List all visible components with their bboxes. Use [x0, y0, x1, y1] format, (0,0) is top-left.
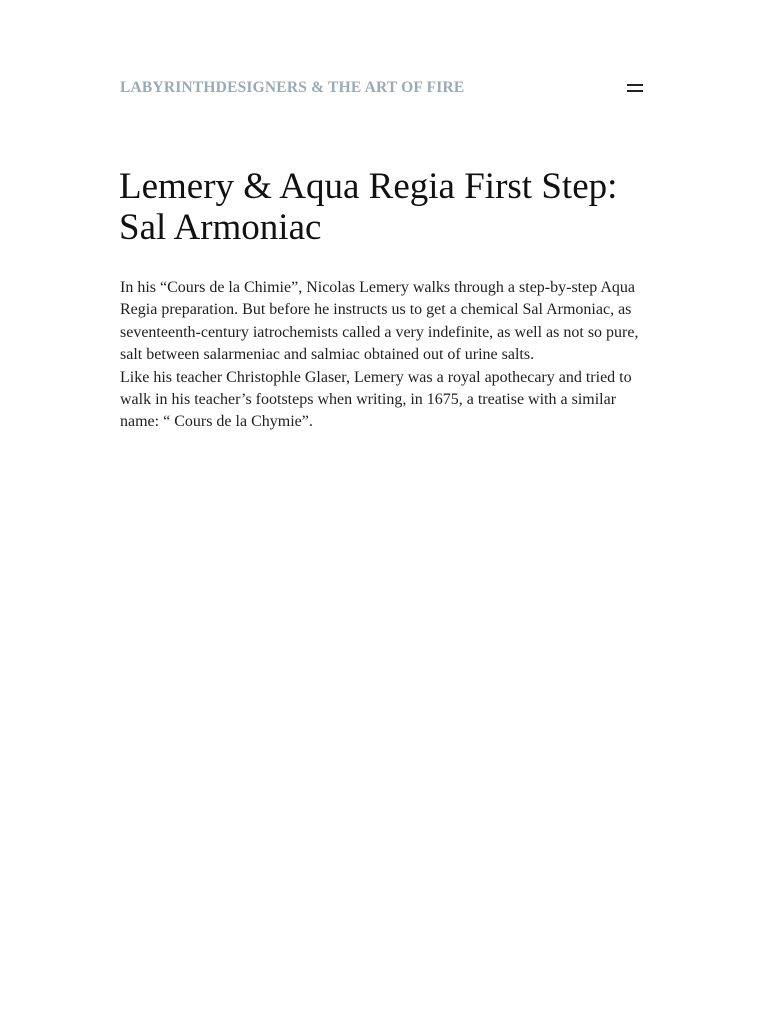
menu-bar-bottom	[627, 90, 643, 92]
post-paragraph-1: In his “Cours de la Chimie”, Nicolas Lemery walks through a step-by-step Aqua Regia preparation. But before he instructs us to get a chemical Sal Armoniac, as seventeenth-century iatrochemists called a very indefinite, as well as not so pure, salt between salarmeniac and salmiac obtained out of urine salts.	[120, 279, 639, 364]
post-content	[120, 277, 644, 434]
post-title: Lemery & Aqua Regia First Step: Sal Armoniac	[119, 166, 618, 248]
hamburger-menu-icon[interactable]	[625, 80, 645, 96]
menu-bar-top	[627, 84, 643, 86]
site-header	[120, 78, 645, 100]
site-title-link[interactable]: LABYRINTHDESIGNERS & THE ART OF FIRE	[120, 79, 465, 96]
post-paragraph-2: Like his teacher Christophle Glaser, Lemery was a royal apothecary and tried to walk in his teacher’s footsteps when writing, in 1675, a treatise with a similar name: “ Cours de la Chymie”.	[120, 368, 632, 431]
